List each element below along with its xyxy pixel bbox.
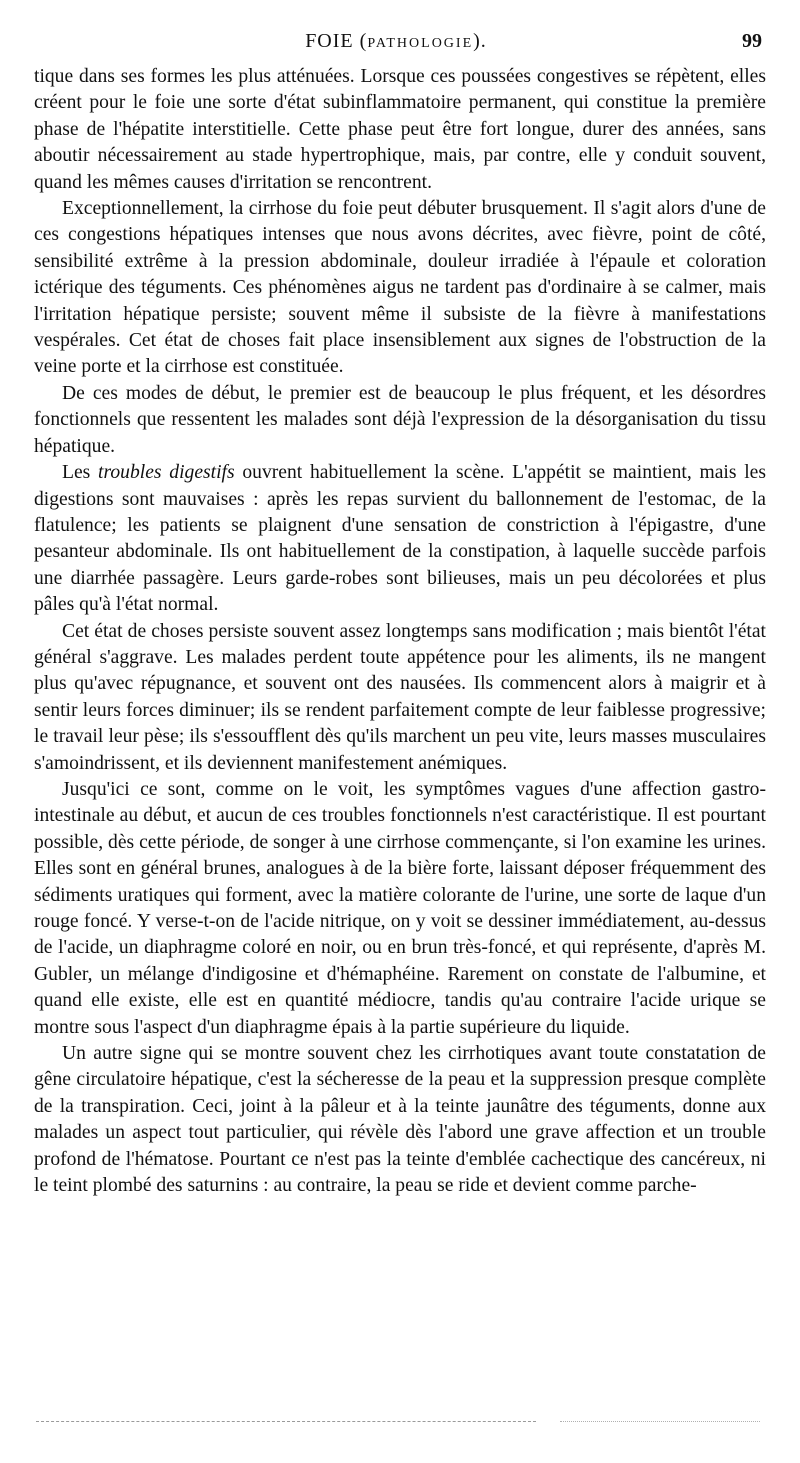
paragraph-text: Jusqu'ici ce sont, comme on le voit, les symptômes vagues d'une affection gastro-intestinale au début, et aucun de ces troubles fonctionnels n'est caractéristique. Il est pourtant possible, dès cette période, de songer à une cirrhose commençante, si l'on examine les urines. Elles sont en général brunes, analogues à de la bière forte, laissant déposer fréquemment des sédiments uratiques qui forment, avec la matière colorante de l'urine, une sorte de laque d'un rouge foncé. Y verse-t-on de l'acide nitrique, on y voit se dessiner immédiatement, au-dessus de l'acide, un diaphragme coloré en noir, ou en brun très-foncé, et qui représente, d'après M. Gubler, un mélange d'indigosine et d'hémaphéine. Rarement on constate de l'albumine, et quand elle existe, elle est en quantité médiocre, tandis qu'au contraire l'acide urique se montre sous l'aspect d'un diaphragme épais à la partie supérieure du liquide. bbox=[34, 778, 766, 1038]
paragraph bbox=[34, 196, 766, 381]
paragraph bbox=[34, 777, 766, 1041]
page-number: 99 bbox=[742, 30, 762, 52]
footer-rule bbox=[36, 1421, 536, 1422]
running-title-sub: PATHOLOGIE bbox=[367, 36, 474, 51]
paragraph-text: Les bbox=[62, 462, 99, 484]
paragraph bbox=[34, 1041, 766, 1199]
paragraph-text: De ces modes de début, le premier est de beaucoup le plus fréquent, et les désordres fonctionnels que ressentent les malades sont déjà l'expression de la désorganisation du tissu hépatique. bbox=[34, 382, 766, 457]
paragraph bbox=[34, 619, 766, 777]
running-title bbox=[30, 30, 762, 53]
running-title-main: FOIE bbox=[305, 30, 354, 52]
paragraph-text: tique dans ses formes les plus atténuées. Lorsque ces poussées congestives se répètent, elles créent pour le foie une sorte d'état subinflammatoire permanent, qui constitue la première phase de l'hépatite interstitielle. Cette phase peut être fort longue, durer des années, sans aboutir nécessairement au stade hypertrophique, mais, par contre, elle y conduit souvent, quand les mêmes causes d'irritation se rencontrent. bbox=[34, 66, 766, 193]
body-text bbox=[34, 64, 766, 1199]
paragraph-text: Un autre signe qui se montre souvent chez les cirrhotiques avant toute constatation de gêne circulatoire hépatique, c'est la sécheresse de la peau et la suppression presque complète de la transpiration. Ceci, joint à la pâleur et à la teinte jaunâtre des téguments, donne aux malades un aspect tout particulier, qui révèle dès l'abord une grave affection et un trouble profond de l'hématose. Pourtant ce n'est pas la teinte d'emblée cachectique des cancéreux, ni le teint plombé des saturnins : au contraire, la peau se ride et devient comme parche- bbox=[34, 1043, 766, 1197]
running-title-open-paren: ( bbox=[353, 30, 368, 52]
running-header bbox=[30, 30, 762, 56]
paragraph bbox=[34, 64, 766, 196]
paragraph bbox=[34, 381, 766, 460]
paragraph-emphasis: troubles digestifs bbox=[98, 462, 235, 484]
footer-rule-dotted bbox=[560, 1421, 760, 1422]
paragraph-text: Cet état de choses persiste souvent assez longtemps sans modification ; mais bientôt l'état général s'aggrave. Les malades perdent toute appétence pour les aliments, ils ne mangent plus qu'avec répugnance, et souvent ont des nausées. Ils commencent alors à maigrir et à sentir leurs forces diminuer; ils se rendent parfaitement compte de leur faiblesse progressive; le travail leur pèse; ils s'essoufflent dès qu'ils marchent un peu vite, leurs masses musculaires s'amoindrissent, et ils deviennent manifestement anémiques. bbox=[34, 620, 766, 774]
paragraph-text: Exceptionnellement, la cirrhose du foie peut débuter brusquement. Il s'agit alors d'une de ces congestions hépatiques intenses que nous avons décrites, avec fièvre, point de côté, sensibilité extrême à la pression abdominale, douleur irradiée à l'épaule et coloration ictérique des téguments. Ces phénomènes aigus ne tardent pas d'ordinaire à se calmer, mais l'irritation hépatique persiste; souvent même il subsiste de la fièvre à manifestations vespérales. Cet état de choses fait place insensiblement aux signes de l'obstruction de la veine porte et la cirrhose est constituée. bbox=[34, 198, 766, 378]
running-title-close-paren: ). bbox=[473, 30, 487, 52]
paragraph bbox=[34, 460, 766, 618]
paragraph-text-after: ouvrent habituellement la scène. L'appétit se maintient, mais les digestions sont mauvaises : après les repas survient du ballonnement de l'estomac, de la flatulence; les patients se plaignent d'une sensation de constriction à l'épigastre, d'une pesanteur abdominale. Ils ont habituellement de la constipation, à laquelle succède parfois une diarrhée passagère. Leurs garde-robes sont bilieuses, mais un peu décolorées et plus pâles qu'à l'état normal. bbox=[34, 462, 766, 616]
